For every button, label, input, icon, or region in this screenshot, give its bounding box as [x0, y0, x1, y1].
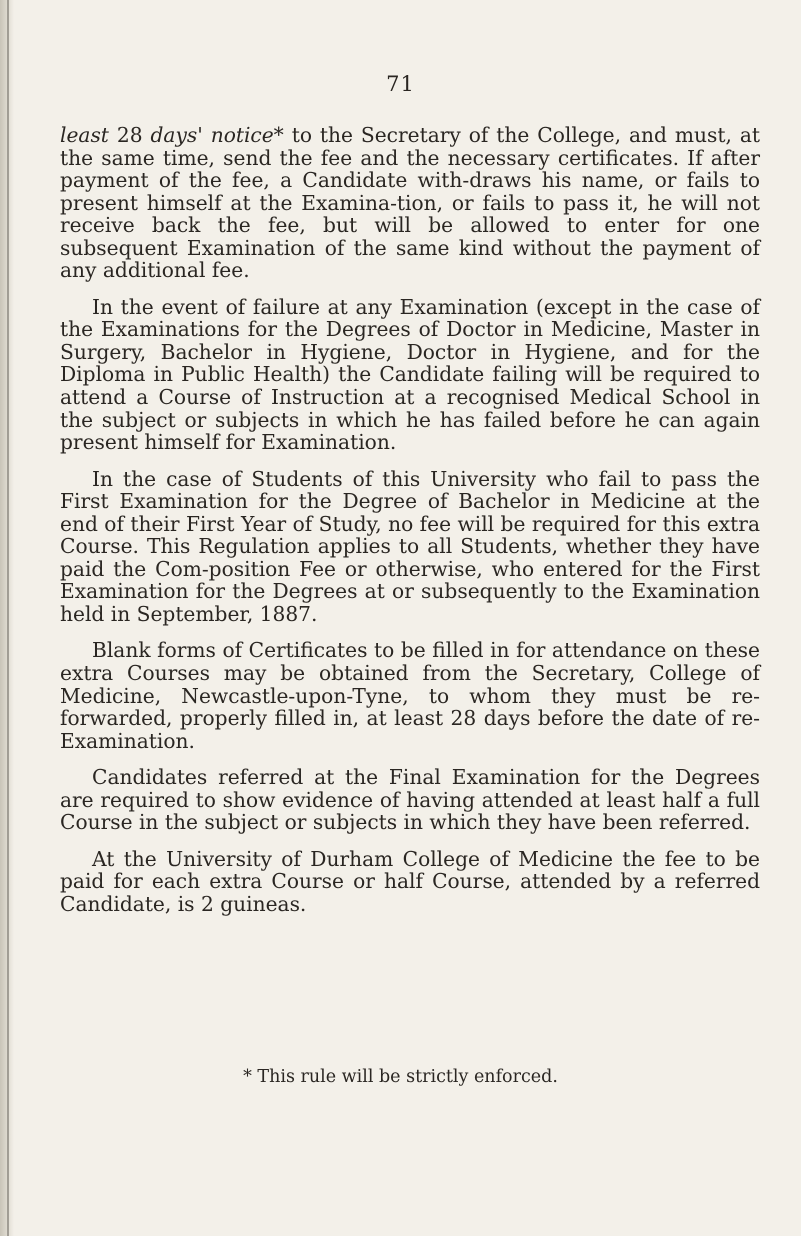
- paragraph-2: In the event of failure at any Examination (except in the case of the Examinations for the Degrees of Doctor in Medicine, Master in Surgery, Bachelor in Hygiene, Doctor in Hygiene, and for the Diploma in Public Health) the Candidate failing will be required to attend a Course of Instruction at a recognised Medical School in the subject or subjects in which he has failed before he can again present himself for Examination.: [60, 294, 760, 455]
- paragraph-1-notice: days' notice*: [150, 123, 284, 147]
- paragraph-4: Blank forms of Certificates to be filled in for attendance on these extra Courses may be obtained from the Secretary, College of Medicine, Newcastle-upon-Tyne, to whom they must be re-forwarded, properly filled in, at least 28 days before the date of re-Examination.: [60, 638, 760, 753]
- page-binding-edge: [7, 0, 9, 1236]
- paragraph-3: In the case of Students of this University who fail to pass the First Examination for the Degree of Bachelor in Medicine at the end of their First Year of Study, no fee will be required for this extra Course. This Regulation applies to all Students, whether they have paid the Com-position Fee or otherwise, who entered for the First Examination for the Degrees at or subsequently to the Examination held in September, 1887.: [60, 466, 760, 626]
- page-number: 71: [386, 72, 415, 96]
- paragraph-1-days-number: 28: [108, 123, 151, 147]
- paragraph-5: Candidates referred at the Final Examination for the Degrees are required to show evidence of having attended at least half a full Course in the subject or subjects in which they have been referred.: [60, 765, 760, 835]
- paragraph-1-rest: to the Secretary of the College, and must, at the same time, send the fee and the necessary certificates. If after payment of the fee, a Candidate with-draws his name, or fails to present himself at the Examina-tion, or fails to pass it, he will not receive back the fee, but will be allowed to enter for one subsequent Examination of the same kind without the payment of any additional fee.: [60, 123, 760, 283]
- paragraph-1: [60, 124, 760, 282]
- footnote: * This rule will be strictly enforced.: [243, 1067, 558, 1087]
- paragraph-1-lead: least: [60, 123, 109, 147]
- body-text: [60, 124, 760, 930]
- paragraph-6: At the University of Durham College of Medicine the fee to be paid for each extra Course or half Course, attended by a referred Candidate, is 2 guineas.: [60, 846, 760, 916]
